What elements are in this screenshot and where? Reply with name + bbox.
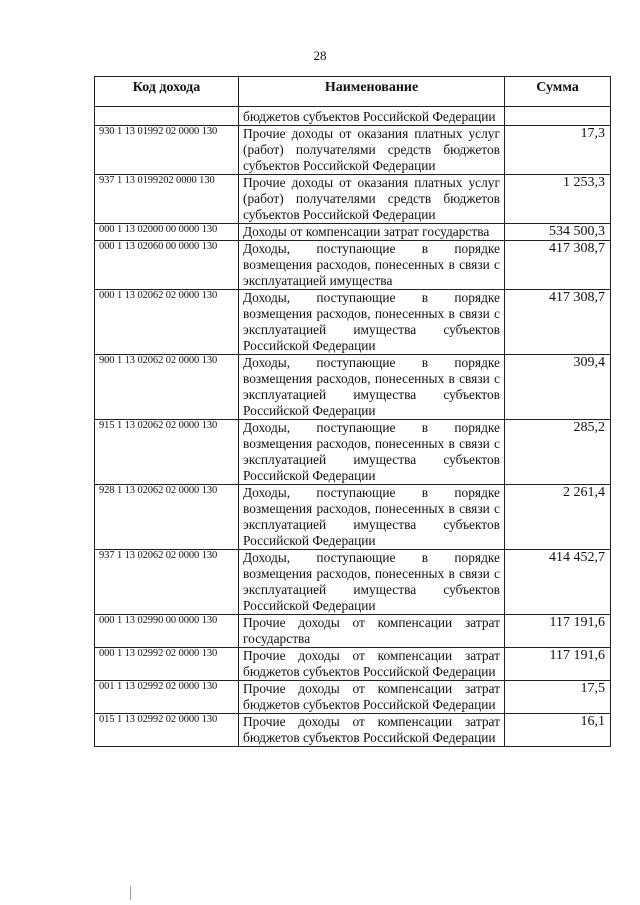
table-row xyxy=(95,107,611,126)
income-name: Доходы, поступающие в порядке возмещения расходов, понесенных в связи с эксплуатацией имущества xyxy=(239,241,505,290)
table-row xyxy=(95,681,611,714)
scan-margin-mark xyxy=(130,886,131,900)
income-code: 930 1 13 01992 02 0000 130 xyxy=(95,126,239,175)
income-sum: 414 452,7 xyxy=(505,550,611,615)
income-code: 000 1 13 02062 02 0000 130 xyxy=(95,290,239,355)
table-row xyxy=(95,714,611,747)
table-row xyxy=(95,648,611,681)
income-sum: 17,3 xyxy=(505,126,611,175)
income-name: Прочие доходы от оказания платных услуг (работ) получателями средств бюджетов субъектов Российской Федерации xyxy=(239,175,505,224)
income-code: 015 1 13 02992 02 0000 130 xyxy=(95,714,239,747)
income-name: Прочие доходы от компенсации затрат бюджетов субъектов Российской Федерации xyxy=(239,648,505,681)
income-sum: 16,1 xyxy=(505,714,611,747)
income-name: Доходы от компенсации затрат государства xyxy=(239,224,505,241)
income-sum: 117 191,6 xyxy=(505,615,611,648)
table-row xyxy=(95,355,611,420)
table-row xyxy=(95,290,611,355)
header-sum: Сумма xyxy=(505,77,611,107)
income-code: 900 1 13 02062 02 0000 130 xyxy=(95,355,239,420)
income-sum: 1 253,3 xyxy=(505,175,611,224)
income-code: 000 1 13 02990 00 0000 130 xyxy=(95,615,239,648)
income-sum: 309,4 xyxy=(505,355,611,420)
header-code: Код дохода xyxy=(95,77,239,107)
income-code xyxy=(95,107,239,126)
income-name: Доходы, поступающие в порядке возмещения расходов, понесенных в связи с эксплуатацией имущества субъектов Российской Федерации xyxy=(239,355,505,420)
table-row xyxy=(95,615,611,648)
page-number: 28 xyxy=(313,48,327,63)
income-name: Доходы, поступающие в порядке возмещения расходов, понесенных в связи с эксплуатацией имущества субъектов Российской Федерации xyxy=(239,550,505,615)
header-name: Наименование xyxy=(239,77,505,107)
income-sum: 285,2 xyxy=(505,420,611,485)
income-sum: 2 261,4 xyxy=(505,485,611,550)
income-code: 000 1 13 02000 00 0000 130 xyxy=(95,224,239,241)
table-row xyxy=(95,175,611,224)
income-sum: 417 308,7 xyxy=(505,290,611,355)
income-code: 937 1 13 02062 02 0000 130 xyxy=(95,550,239,615)
income-sum: 417 308,7 xyxy=(505,241,611,290)
table-row xyxy=(95,241,611,290)
income-sum: 17,5 xyxy=(505,681,611,714)
income-code: 937 1 13 0199202 0000 130 xyxy=(95,175,239,224)
table-row xyxy=(95,126,611,175)
income-code: 928 1 13 02062 02 0000 130 xyxy=(95,485,239,550)
table-row xyxy=(95,420,611,485)
income-sum xyxy=(505,107,611,126)
table-header-row xyxy=(95,77,611,107)
income-name: Прочие доходы от оказания платных услуг (работ) получателями средств бюджетов субъектов Российской Федерации xyxy=(239,126,505,175)
income-code: 001 1 13 02992 02 0000 130 xyxy=(95,681,239,714)
income-name: Прочие доходы от компенсации затрат бюджетов субъектов Российской Федерации xyxy=(239,681,505,714)
income-sum: 534 500,3 xyxy=(505,224,611,241)
table-row xyxy=(95,224,611,241)
income-name: Прочие доходы от компенсации затрат государства xyxy=(239,615,505,648)
income-code: 000 1 13 02060 00 0000 130 xyxy=(95,241,239,290)
income-name: Прочие доходы от компенсации затрат бюджетов субъектов Российской Федерации xyxy=(239,714,505,747)
income-name: Доходы, поступающие в порядке возмещения расходов, понесенных в связи с эксплуатацией имущества субъектов Российской Федерации xyxy=(239,485,505,550)
income-name: бюджетов субъектов Российской Федерации xyxy=(239,107,505,126)
revenue-table xyxy=(94,76,611,747)
table-row xyxy=(95,485,611,550)
income-code: 000 1 13 02992 02 0000 130 xyxy=(95,648,239,681)
income-name: Доходы, поступающие в порядке возмещения расходов, понесенных в связи с эксплуатацией имущества субъектов Российской Федерации xyxy=(239,290,505,355)
income-sum: 117 191,6 xyxy=(505,648,611,681)
table-row xyxy=(95,550,611,615)
income-name: Доходы, поступающие в порядке возмещения расходов, понесенных в связи с эксплуатацией имущества субъектов Российской Федерации xyxy=(239,420,505,485)
income-code: 915 1 13 02062 02 0000 130 xyxy=(95,420,239,485)
